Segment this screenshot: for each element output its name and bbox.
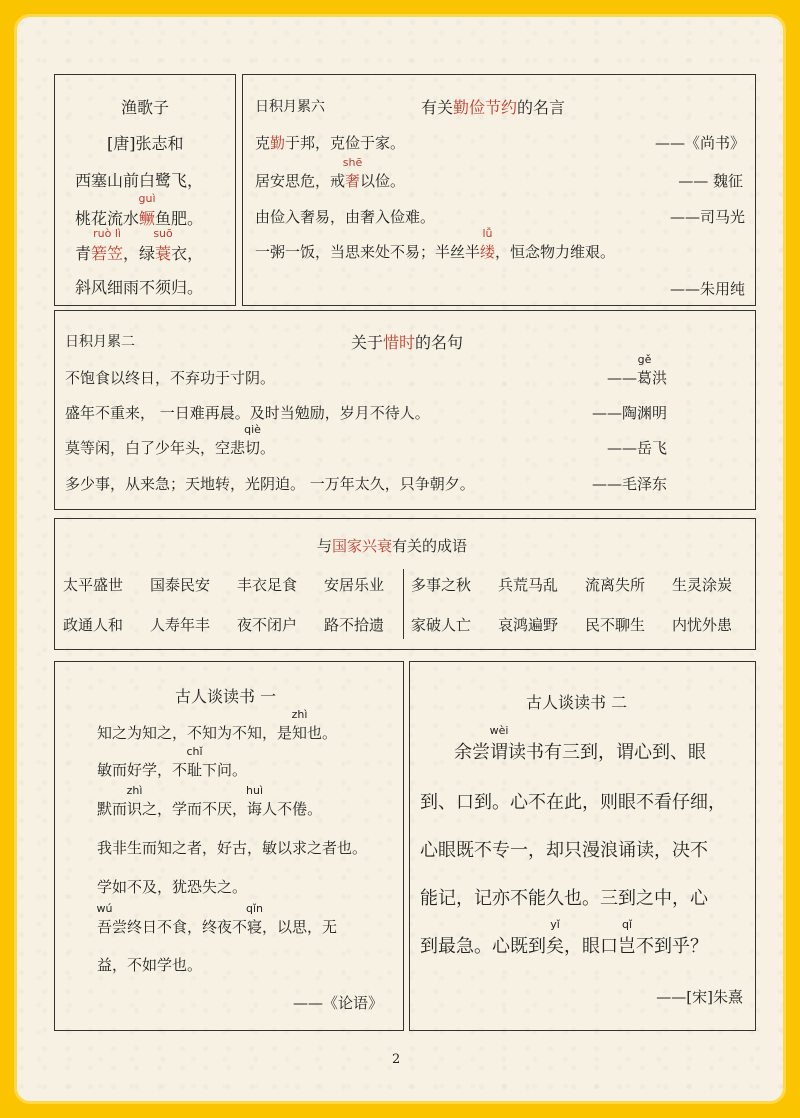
- time-source-4: ——毛泽东: [591, 475, 667, 493]
- idioms-box: [54, 518, 756, 650]
- reading-two-box: [409, 661, 756, 1031]
- idiom-item: 国泰民安: [150, 576, 211, 594]
- poem-line-3: 青 ruò lì 箬笠，绿 suō 蓑衣，: [75, 227, 204, 263]
- poem-author: [唐]张志和: [107, 134, 184, 153]
- reading-two-title: 古人谈读书 二: [526, 693, 628, 712]
- time-source-3: ——岳飞: [606, 439, 667, 457]
- idiom-item: 丰衣足食: [237, 576, 298, 594]
- frugal-quote-4: 一粥一饭，当思来处不易；半丝半 lǚ 缕，恒念物力维艰。: [255, 227, 616, 261]
- poem-line-4: 斜风细雨不须归。: [75, 278, 204, 297]
- idiom-item: 流离失所: [585, 576, 646, 594]
- reading-one-box: [54, 661, 404, 1031]
- reading-two-line-4: 能记，记亦不能久也。三到之中，心: [420, 888, 708, 909]
- reading-two-line-5: 到最急。心既到 yǐ 矣，眼口 qǐ 岂不到乎？: [420, 918, 708, 957]
- reading-two-line-3: 心眼既不专一，却只漫浪诵读，决不: [420, 840, 708, 861]
- idiom-item: 安居乐业: [324, 576, 385, 594]
- reading-one-line-3: 默而 zhì 识之，学而不厌， huì 诲人不倦。: [97, 784, 323, 818]
- idiom-item: 哀鸿遍野: [498, 616, 559, 634]
- reading-one-line-1: 知之为知之，不知为不知，是 zhì 知也。: [97, 708, 338, 742]
- reading-one-line-6: wú 吾尝终日不食，终夜不 qǐn 寝，以思，无: [96, 902, 338, 936]
- frugal-label: 日积月累六: [255, 99, 325, 115]
- idiom-item: 民不聊生: [585, 616, 646, 634]
- time-title: 关于惜时的名句: [351, 333, 464, 352]
- frugal-quote-2: 居安思危，戒 shē 奢以俭。: [255, 156, 406, 190]
- time-quote-3: 莫等闲，白了少年头，空悲 qiè 切。: [65, 423, 276, 457]
- reading-one-line-5: 学如不及，犹恐失之。: [97, 878, 248, 896]
- time-quote-4: 多少事，从来急；天地转，光阴迫。 一万年太久，只争朝夕。: [65, 475, 475, 493]
- reading-one-line-7: 益，不如学也。: [97, 956, 203, 974]
- time-label: 日积月累二: [65, 334, 135, 350]
- frugal-quote-3: 由俭入奢易，由奢入俭难。: [255, 208, 436, 226]
- poem-line-1: 西塞山前白鹭飞，: [75, 171, 204, 190]
- idiom-item: 人寿年丰: [150, 616, 211, 634]
- frugal-source-1: ——《尚书》: [654, 134, 745, 152]
- reading-one-title: 古人谈读书 一: [175, 687, 277, 706]
- frugal-title: 有关勤俭节约的名言: [421, 98, 566, 117]
- idioms-divider: [403, 569, 404, 639]
- frugal-source-4: ——朱用纯: [669, 280, 745, 298]
- idiom-item: 太平盛世: [63, 576, 124, 594]
- idiom-item: 家破人亡: [411, 616, 472, 634]
- idiom-item: 兵荒马乱: [498, 576, 559, 594]
- reading-two-line-2: 到、口到。心不在此，则眼不看仔细，: [420, 792, 726, 813]
- poem-line-2: 桃花流水 guì 鳜鱼肥。: [75, 192, 204, 228]
- time-quote-1: 不饱食以终日，不弃功于寸阴。: [65, 369, 276, 387]
- time-quotes-box: [54, 310, 756, 510]
- time-source-2: ——陶渊明: [591, 404, 667, 422]
- reading-one-source: ——《论语》: [292, 994, 383, 1012]
- frugal-quote-1: 克勤于邦，克俭于家。: [255, 134, 406, 152]
- page-number: 2: [392, 1052, 401, 1067]
- idiom-item: 内忧外患: [672, 616, 733, 634]
- reading-one-line-4: 我非生而知之者，好古，敏以求之者也。: [97, 839, 368, 857]
- idiom-item: 政通人和: [63, 616, 124, 634]
- frugal-source-2: —— 魏征: [678, 172, 743, 190]
- time-quote-2: 盛年不重来， 一日难再晨。及时当勉励，岁月不待人。: [65, 404, 430, 422]
- idioms-title: 与国家兴衰有关的成语: [317, 537, 468, 555]
- idiom-item: 路不拾遗: [324, 616, 385, 634]
- time-source-1: —— gě 葛洪: [606, 353, 667, 387]
- frugal-quotes-box: [242, 74, 756, 306]
- idiom-item: 生灵涂炭: [672, 576, 733, 594]
- poem-title: 渔歌子: [121, 98, 170, 117]
- reading-one-line-2: 敏而好学，不 chǐ 耻下问。: [97, 745, 248, 779]
- poem-box: [54, 74, 236, 306]
- idiom-item: 夜不闭户: [237, 616, 298, 634]
- frugal-source-3: ——司马光: [669, 208, 745, 226]
- reading-two-source: ——[宋]朱熹: [656, 988, 743, 1006]
- idiom-item: 多事之秋: [411, 576, 472, 594]
- reading-two-line-1: 余尝 wèi 谓读书有三到，谓心到、眼: [454, 724, 706, 763]
